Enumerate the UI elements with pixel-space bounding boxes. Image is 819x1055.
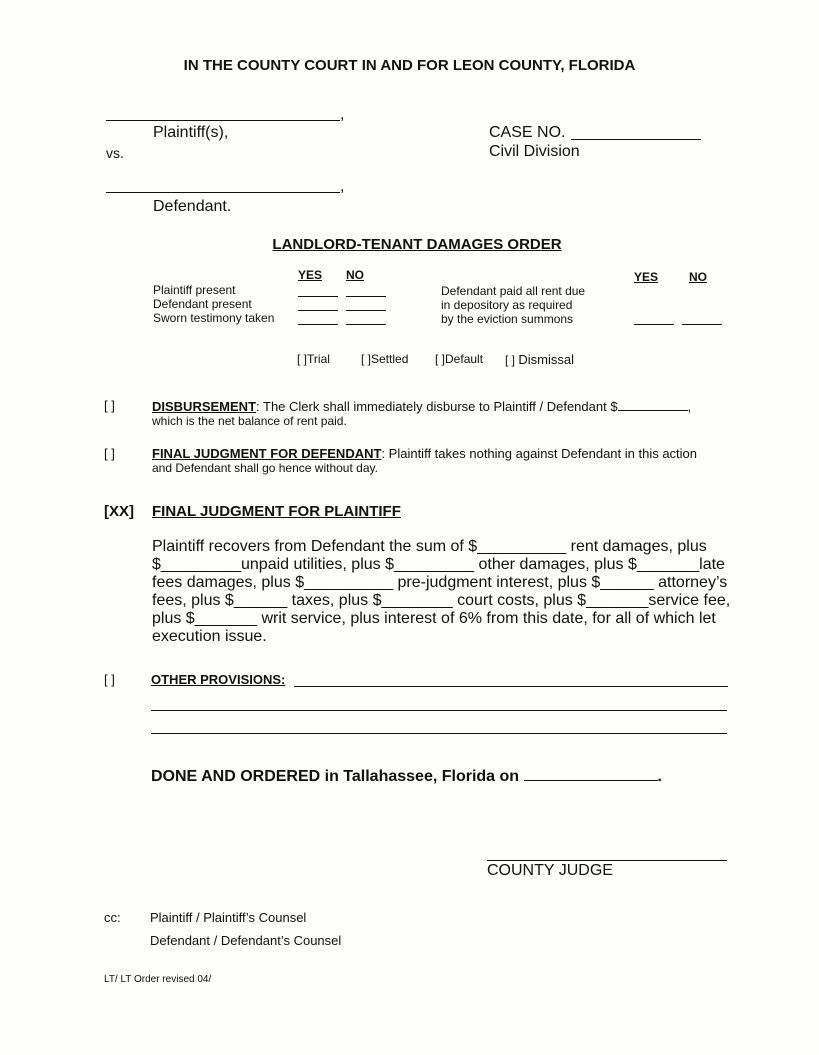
late-fees-blank[interactable]: _______: [636, 556, 700, 573]
plaintiff-name-line[interactable]: [106, 120, 340, 121]
plaintiff-recovery-line-1: [152, 538, 707, 556]
cc-label: cc:: [104, 910, 121, 925]
sworn-testimony-label: Sworn testimony taken: [153, 311, 275, 325]
trial-label: Trial: [307, 352, 330, 366]
prejudgment-interest-blank[interactable]: ______: [600, 574, 654, 591]
defendant-present-yes[interactable]: [298, 310, 338, 311]
done-period: .: [657, 768, 662, 785]
recovery-text: pre-judgment interest, plus $: [393, 574, 601, 591]
disbursement-amount-blank[interactable]: [618, 398, 688, 411]
order-title: LANDLORD-TENANT DAMAGES ORDER: [272, 236, 562, 253]
rent-paid-line-1: Defendant paid all rent due: [441, 284, 586, 298]
disbursement-text: [152, 398, 691, 414]
plaintiff-recovery-line-4: [152, 592, 730, 610]
plaintiff-comma: ,: [340, 106, 345, 123]
judgment-defendant-heading: FINAL JUDGMENT FOR DEFENDANT: [152, 446, 382, 461]
other-provisions-line-1[interactable]: [294, 686, 728, 687]
recovery-text: attorney’s: [653, 574, 728, 591]
recovery-text: plus $: [152, 610, 195, 627]
no-header-left: NO: [346, 268, 364, 282]
attorney-fees-blank[interactable]: ______: [233, 592, 288, 609]
rent-damages-blank[interactable]: __________: [477, 538, 567, 555]
judgment-defendant-text-2: and Defendant shall go hence without day.: [152, 461, 378, 475]
judgment-defendant-body: : Plaintiff takes nothing against Defendant in this action: [381, 446, 698, 461]
form-revision-footer: LT/ LT Order revised 04/: [104, 974, 212, 985]
defendant-label: Defendant.: [153, 198, 232, 215]
disbursement-text-2: which is the net balance of rent paid.: [152, 414, 347, 428]
default-bracket: [ ]: [435, 352, 446, 366]
recovery-text: court costs, plus $: [452, 592, 587, 609]
default-label: Default: [445, 352, 484, 366]
judgment-plaintiff-checkbox[interactable]: [XX]: [104, 503, 134, 520]
plaintiff-present-yes[interactable]: [298, 296, 338, 297]
sworn-testimony-no[interactable]: [346, 324, 386, 325]
cc-defendant: Defendant / Defendant’s Counsel: [150, 933, 342, 948]
recovery-text: $: [152, 556, 161, 573]
yes-header-right: YES: [634, 270, 659, 284]
recovery-text: writ service, plus interest of 6% from this date, for all of which let: [257, 610, 716, 627]
recovery-text: Plaintiff recovers from Defendant the sum of $: [152, 538, 478, 555]
recovery-text: fees, plus $: [152, 592, 234, 609]
late-fees-amount-blank[interactable]: __________: [304, 574, 394, 591]
sworn-testimony-yes[interactable]: [298, 324, 338, 325]
case-no-label: CASE NO.: [489, 124, 566, 141]
cc-plaintiff: Plaintiff / Plaintiff’s Counsel: [150, 910, 307, 925]
plaintiff-recovery-line-6: [152, 628, 267, 646]
judgment-plaintiff-heading: FINAL JUDGMENT FOR PLAINTIFF: [152, 503, 401, 520]
utilities-blank[interactable]: _________: [160, 556, 241, 573]
other-provisions-checkbox[interactable]: [ ]: [104, 672, 115, 687]
recovery-text: service fee,: [648, 592, 731, 609]
plaintiff-recovery-line-3: [152, 574, 727, 592]
default-checkbox[interactable]: [435, 352, 483, 366]
disbursement-comma: ,: [687, 399, 692, 414]
recovery-text: taxes, plus $: [287, 592, 382, 609]
recovery-text: late: [699, 556, 725, 573]
case-no-line[interactable]: [571, 139, 701, 140]
dismissal-bracket: [ ]: [505, 353, 516, 367]
defendant-present-label: Defendant present: [153, 297, 252, 311]
dismissal-label: Dismissal: [518, 352, 574, 367]
rent-paid-line-2: in depository as required: [441, 298, 573, 312]
defendant-name-line[interactable]: [106, 192, 340, 193]
recovery-text: execution issue.: [152, 628, 267, 645]
judgment-defendant-checkbox[interactable]: [ ]: [104, 446, 115, 461]
county-judge-label: COUNTY JUDGE: [487, 862, 613, 879]
plaintiff-label: Plaintiff(s),: [153, 124, 229, 141]
court-costs-blank[interactable]: _______: [586, 592, 649, 609]
recovery-text: rent damages, plus: [566, 538, 707, 555]
recovery-text: fees damages, plus $: [152, 574, 305, 591]
dismissal-checkbox[interactable]: [505, 352, 574, 367]
plaintiff-recovery-line-5: [152, 610, 716, 628]
defendant-comma: ,: [340, 178, 345, 195]
trial-checkbox[interactable]: [297, 352, 330, 366]
other-provisions-line-2[interactable]: [151, 710, 727, 711]
date-blank[interactable]: [524, 766, 658, 781]
defendant-present-no[interactable]: [346, 310, 386, 311]
judgment-defendant-text: [152, 446, 697, 461]
writ-service-blank[interactable]: _______: [194, 610, 257, 627]
settled-bracket: [ ]: [361, 352, 372, 366]
other-damages-blank[interactable]: _________: [393, 556, 475, 573]
settled-checkbox[interactable]: [361, 352, 408, 366]
taxes-blank[interactable]: ________: [381, 592, 453, 609]
recovery-text: other damages, plus $: [474, 556, 637, 573]
done-and-ordered: [151, 766, 662, 786]
recovery-text: unpaid utilities, plus $: [241, 556, 394, 573]
disbursement-checkbox[interactable]: [ ]: [104, 398, 115, 413]
judge-signature-line[interactable]: [487, 860, 727, 861]
plaintiff-present-no[interactable]: [346, 296, 386, 297]
vs-label: vs.: [106, 145, 124, 161]
rent-paid-no[interactable]: [682, 324, 722, 325]
other-provisions-line-3[interactable]: [151, 733, 727, 734]
rent-paid-line-3: by the eviction summons: [441, 312, 574, 326]
done-text: DONE AND ORDERED in Tallahassee, Florida on: [151, 768, 520, 785]
disbursement-heading: DISBURSEMENT: [152, 399, 257, 414]
rent-paid-yes[interactable]: [634, 324, 674, 325]
division-label: Civil Division: [489, 143, 580, 160]
settled-label: Settled: [371, 352, 409, 366]
yes-header-left: YES: [298, 268, 323, 282]
no-header-right: NO: [689, 270, 707, 284]
disbursement-body: : The Clerk shall immediately disburse to Plaintiff / Defendant $: [256, 399, 618, 414]
plaintiff-recovery-line-2: [152, 556, 725, 574]
court-title: IN THE COUNTY COURT IN AND FOR LEON COUNTY, FLORIDA: [183, 57, 636, 74]
plaintiff-present-label: Plaintiff present: [153, 283, 236, 297]
other-provisions-label: OTHER PROVISIONS:: [151, 672, 286, 687]
trial-bracket: [ ]: [297, 352, 308, 366]
